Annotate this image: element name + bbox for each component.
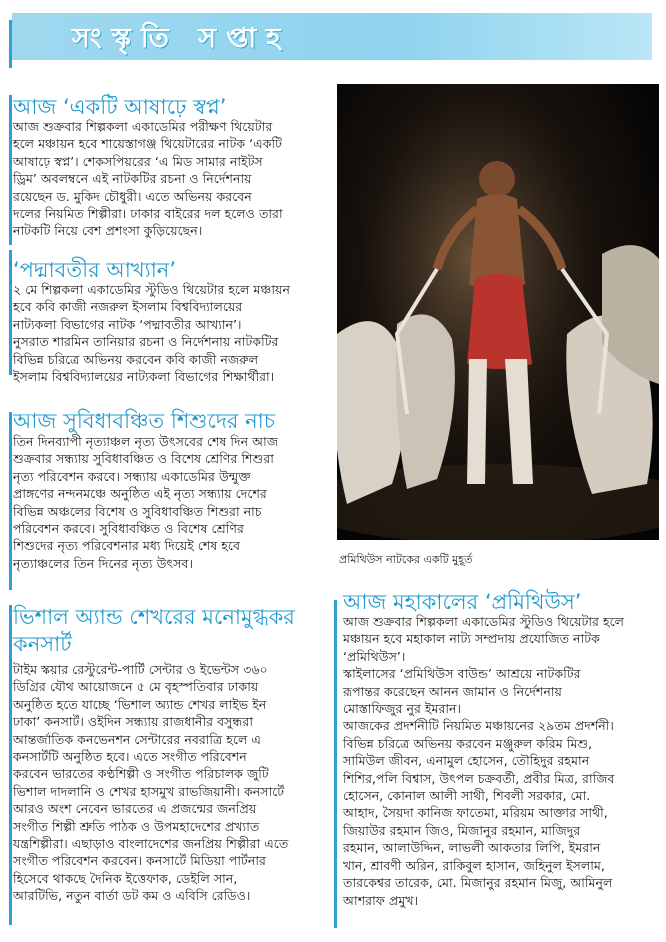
text-line: বিভিন্ন চরিত্রে অভিনয় করবেন মঞ্জুরুল করিম মিশু, — [343, 735, 593, 751]
text-line: জিয়াউর রহমান জিও, মিজানুর রহমান, মাজিদুর — [343, 822, 581, 838]
divider-rule — [9, 20, 12, 68]
text-line: তারকেশ্বর তারেক, মো. মিজানুর রহমান মিজু, আমিনুল — [343, 875, 613, 891]
text-line: নৃত্য পরিবেশন করবে। সন্ধ্যায় একাডেমির উন্মুক্ত — [13, 468, 251, 484]
text-line: নাট্যকলা বিভাগের নাটক ‘পদ্মাবতীর আখ্যান’। — [13, 316, 242, 332]
text-line: করবেন ভারতের কণ্ঠশিল্পী ও সংগীত পরিচালক জুটি — [13, 766, 269, 782]
text-line: আষাঢ়ে স্বপ্ন’। শেকসপিয়রের ‘এ মিড সামার নাইটস — [13, 153, 263, 169]
photo-illustration — [337, 84, 659, 540]
article-heading-swapno: আজ ‘একটি আষাঢ়ে স্বপ্ন’ — [13, 95, 227, 119]
text-line: সংগীত পরিবেশন করবেন। কনসার্টে মিডিয়া পার্টনার — [13, 853, 266, 869]
section-banner — [12, 13, 652, 60]
text-line: হলে মঞ্চায়ন হবে শায়েস্তাগঞ্জ থিয়েটারের নাটক ‘একটি — [13, 136, 283, 152]
stage-photo — [337, 84, 659, 540]
divider-rule — [334, 600, 337, 928]
text-line: নুসরাত শারমিন তানিয়ার রচনা ও নির্দেশনায় নাটকটির — [13, 334, 279, 350]
article-body-concert — [13, 661, 288, 905]
text-line: শিশির,পলি বিশ্বাস, উৎপল চক্রবর্তী, প্রবীর মিত্র, রাজিব — [343, 770, 615, 786]
text-line: দলের নিয়মিত শিল্পীরা। ঢাকার বাইরের দল হলেও তারা — [13, 206, 283, 222]
article-heading-padmabati: ‘পদ্মাবতীর আখ্যান’ — [13, 258, 177, 282]
text-line: রহমান, আলাউদ্দিন, লাভলী আকতার লিপি, ইমরান — [343, 840, 601, 856]
text-line: আজকের প্রদর্শনীটি নিয়মিত মঞ্চায়নের ২৯তম প্রদর্শনী। — [343, 718, 614, 734]
text-line: হোসেন, কোনাল আলী সাথী, শিবলী সরকার, মো. — [343, 788, 591, 804]
text-line: তিন দিনব্যাপী নৃত্যাঞ্চল নৃত্য উৎসবের শেষ দিন আজ — [13, 434, 279, 449]
text-line: আজ শুক্রবার শিল্পকলা একাডেমির স্টুডিও থিয়েটার হলে — [343, 614, 625, 629]
text-line: ২ মে শিল্পকলা একাডেমির স্টুডিও থিয়েটার হলে মঞ্চায়ন — [13, 282, 290, 297]
article-body-prometheus — [343, 613, 624, 909]
article-body-padmabati — [13, 281, 290, 385]
text-line: ডিগ্রির যৌথ আয়োজনে ৫ মে বৃহস্পতিবার ঢাকায় — [13, 679, 259, 695]
text-line: আন্তর্জাতিক কনভেনশন সেন্টারের নবরাত্রি হলে এ — [13, 731, 261, 747]
text-line: শুক্রবার সন্ধ্যায় সুবিধাবঞ্চিত ও বিশেষ শ্রেণির শিশুরা — [13, 451, 274, 467]
text-line: বিভিন্ন চরিত্রে অভিনয় করবেন কবি কাজী নজরুল — [13, 351, 259, 367]
text-line: নাটকটি নিয়ে বেশ প্রশংসা কুড়িয়েছেন। — [13, 223, 203, 239]
text-line: প্রাঙ্গণের নন্দনমঞ্চে অনুষ্ঠিত এই নৃত্য সন্ধ্যায় দেশের — [13, 486, 267, 502]
text-line: আরও অংশ নেবেন ভারতের এ প্রজন্মের জনপ্রিয় — [13, 801, 257, 817]
article-heading-concert — [13, 604, 295, 658]
article-body-swapno — [13, 118, 283, 240]
text-line: খান, শ্রাবণী অরিন, রাকিবুল হাসান, জহিনুল ইসলাম, — [343, 857, 605, 873]
photo-caption: প্রমিথিউস নাটকের একটি মুহূর্ত — [339, 553, 473, 566]
text-line: ভিশাল দাদলানি ও শেখর হাসমুখ রাভজিয়ানী। কনসার্টে — [13, 783, 285, 799]
text-line: মঞ্চায়ন হবে মহাকাল নাট্য সম্প্রদায় প্রযোজিত নাটক — [343, 631, 600, 647]
text-line: আজ শুক্রবার শিল্পকলা একাডেমির পরীক্ষণ থিয়েটার — [13, 119, 273, 134]
text-line: স্কাইলাসের ‘প্রমিথিউস বাউন্ড’ আশ্রয়ে নাটকটির — [343, 666, 581, 682]
text-line: সামিউল জীবন, এনামুল হোসেন, তৌহিদুর রহমান — [343, 753, 590, 769]
text-line: শিশুদের নৃত্য পরিবেশনার মধ্য দিয়েই শেষ হবে — [13, 538, 240, 554]
text-line: রূপান্তর করেছেন আনন জামান ও নির্দেশনায় — [343, 683, 562, 699]
text-line: নৃত্যাঞ্চলের তিন দিনের নৃত্য উৎসব। — [13, 555, 193, 571]
text-line: আশরাফ প্রমুখ। — [343, 892, 419, 908]
text-line: পরিবেশন করবে। সুবিধাবঞ্চিত ও বিশেষ শ্রেণির — [13, 521, 244, 537]
text-line: হিসেবে থাকছে দৈনিক ইত্তেফাক, ডেইলি সান, — [13, 870, 238, 886]
text-line: আরটিভি, নতুন বার্তা ডট কম ও এবিসি রেডিও। — [13, 888, 251, 904]
heading-line: কনসার্ট — [13, 632, 72, 656]
text-line: ঢাকা’ কনসার্ট। ওইদিন সন্ধ্যায় রাজধানীর বসুন্ধরা — [13, 714, 253, 730]
article-heading-prometheus: আজ মহাকালের ‘প্রমিথিউস’ — [343, 590, 582, 614]
text-line: আহাদ, সৈয়দা কানিজ ফাতেমা, মরিয়ম আক্তার সাথী, — [343, 805, 608, 821]
text-line: হবে কবি কাজী নজরুল ইসলাম বিশ্ববিদ্যালয়ের — [13, 299, 243, 315]
text-line: ড্রিম’ অবলম্বনে এই নাটকটির রচনা ও নির্দেশনায় — [13, 171, 252, 187]
article-heading-dance: আজ সুবিধাবঞ্চিত শিশুদের নাচ — [13, 409, 276, 433]
text-line: অনুষ্ঠিত হতে যাচ্ছে ‘ভিশাল অ্যান্ড শেখর লাইভ ইন — [13, 696, 267, 712]
text-line: যন্ত্রশিল্পীরা। এছাড়াও বাংলাদেশের জনপ্রিয় শিল্পীরা এতে — [13, 836, 289, 852]
article-body-dance — [13, 433, 278, 572]
text-line: সংগীত শিল্পী শ্রুতি পাঠক ও উপমহাদেশের প্রখ্যাত — [13, 818, 260, 834]
banner-title: সংস্কৃতি সপ্তাহ — [72, 23, 291, 54]
text-line: কনসার্টটি অনুষ্ঠিত হবে। এতে সংগীত পরিবেশন — [13, 749, 247, 765]
text-line: ‘প্রমিথিউস’। — [343, 648, 406, 664]
text-line: বিভিন্ন অঞ্চলের বিশেষ ও সুবিধাবঞ্চিত শিশুরা নাচ — [13, 503, 262, 519]
divider-rule — [9, 605, 12, 925]
heading-line: ভিশাল অ্যান্ড শেখরের মনোমুগ্ধকর — [13, 605, 295, 629]
text-line: রয়েছেন ড. মুকিদ চৌধুরী। এতে অভিনয় করবেন — [13, 188, 252, 204]
divider-rule — [9, 95, 12, 245]
text-line: টাইম স্কয়ার রেস্টুরেন্ট-পার্টি সেন্টার ও ইভেন্টস ৩৬০ — [13, 662, 268, 677]
text-line: মোস্তাফিজুর নুর ইমরান। — [343, 701, 462, 717]
text-line: ইসলাম বিশ্ববিদ্যালয়ের নাট্যকলা বিভাগের শিক্ষার্থীরা। — [13, 369, 275, 385]
divider-rule — [9, 250, 12, 375]
divider-rule — [9, 412, 12, 590]
